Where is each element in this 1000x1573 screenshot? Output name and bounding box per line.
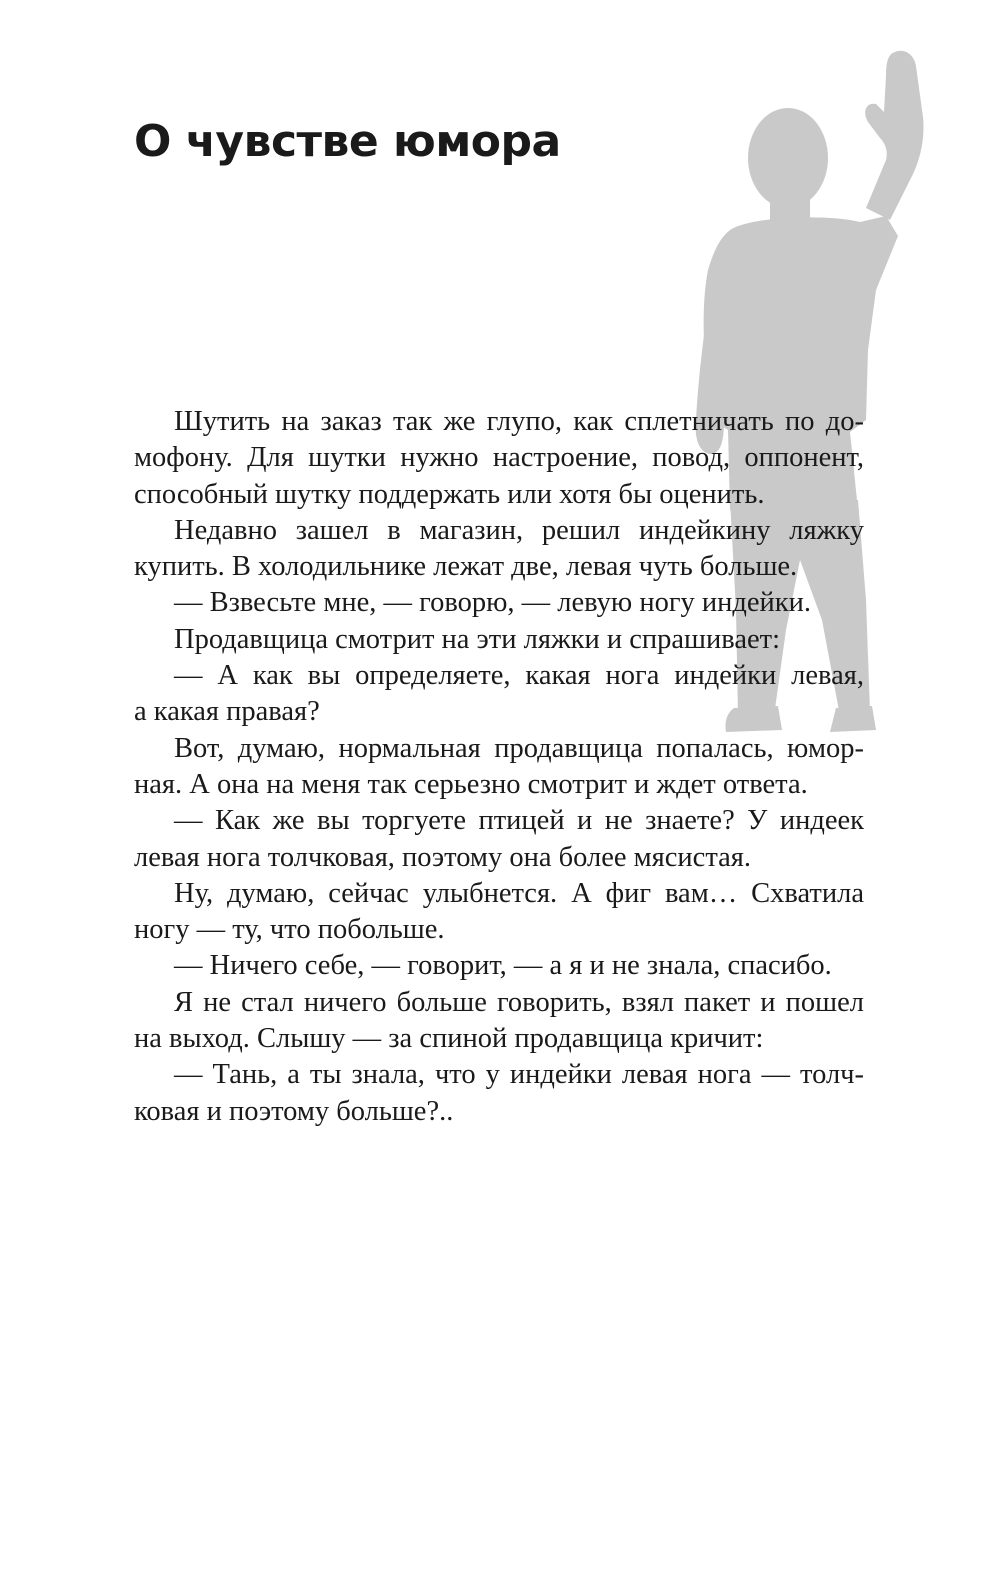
text-line: — Тань, а ты знала, что у индейки левая нога — толч- [174,1059,864,1091]
text-line: — А как вы определяете, какая нога индейки левая, [174,660,864,692]
text-line: — Взвесьте мне, — говорю, — левую ногу индейки. [174,587,812,619]
text-line: — Как же вы торгуете птицей и не знаете? У индеек [174,805,864,837]
text-line: Недавно зашел в магазин, решил индейкину ляжку [174,514,864,546]
text-line: Я не стал ничего больше говорить, взял пакет и пошел [174,986,864,1018]
chapter-title: О чувстве юмора [134,116,561,167]
text-line: Продавщица смотрит на эти ляжки и спрашивает: [174,623,781,655]
text-line: Вот, думаю, нормальная продавщица попалась, юмор- [174,732,864,764]
text-line: ная. А она на меня так серьезно смотрит и ждет ответа. [134,768,808,800]
text-line: — Ничего себе, — говорит, — а я и не знала, спасибо. [174,950,832,982]
text-line: левая нога толчковая, поэтому она более мясистая. [134,841,752,873]
text-line: способный шутку поддержать или хотя бы оценить. [134,478,765,510]
text-line: купить. В холодильнике лежат две, левая чуть больше. [134,551,798,583]
text-line: Ну, думаю, сейчас улыбнется. А фиг вам… Схватила [174,877,864,909]
chapter-body [134,404,864,1130]
text-line: ногу — ту, что побольше. [134,914,445,946]
text-line: Шутить на заказ так же глупо, как сплетничать по до- [174,406,864,437]
text-line: а какая правая? [134,696,320,728]
text-line: на выход. Слышу — за спиной продавщица кричит: [134,1023,764,1055]
text-line: ковая и поэтому больше?.. [134,1095,454,1127]
text-line: мофону. Для шутки нужно настроение, повод, оппонент, [134,442,864,474]
